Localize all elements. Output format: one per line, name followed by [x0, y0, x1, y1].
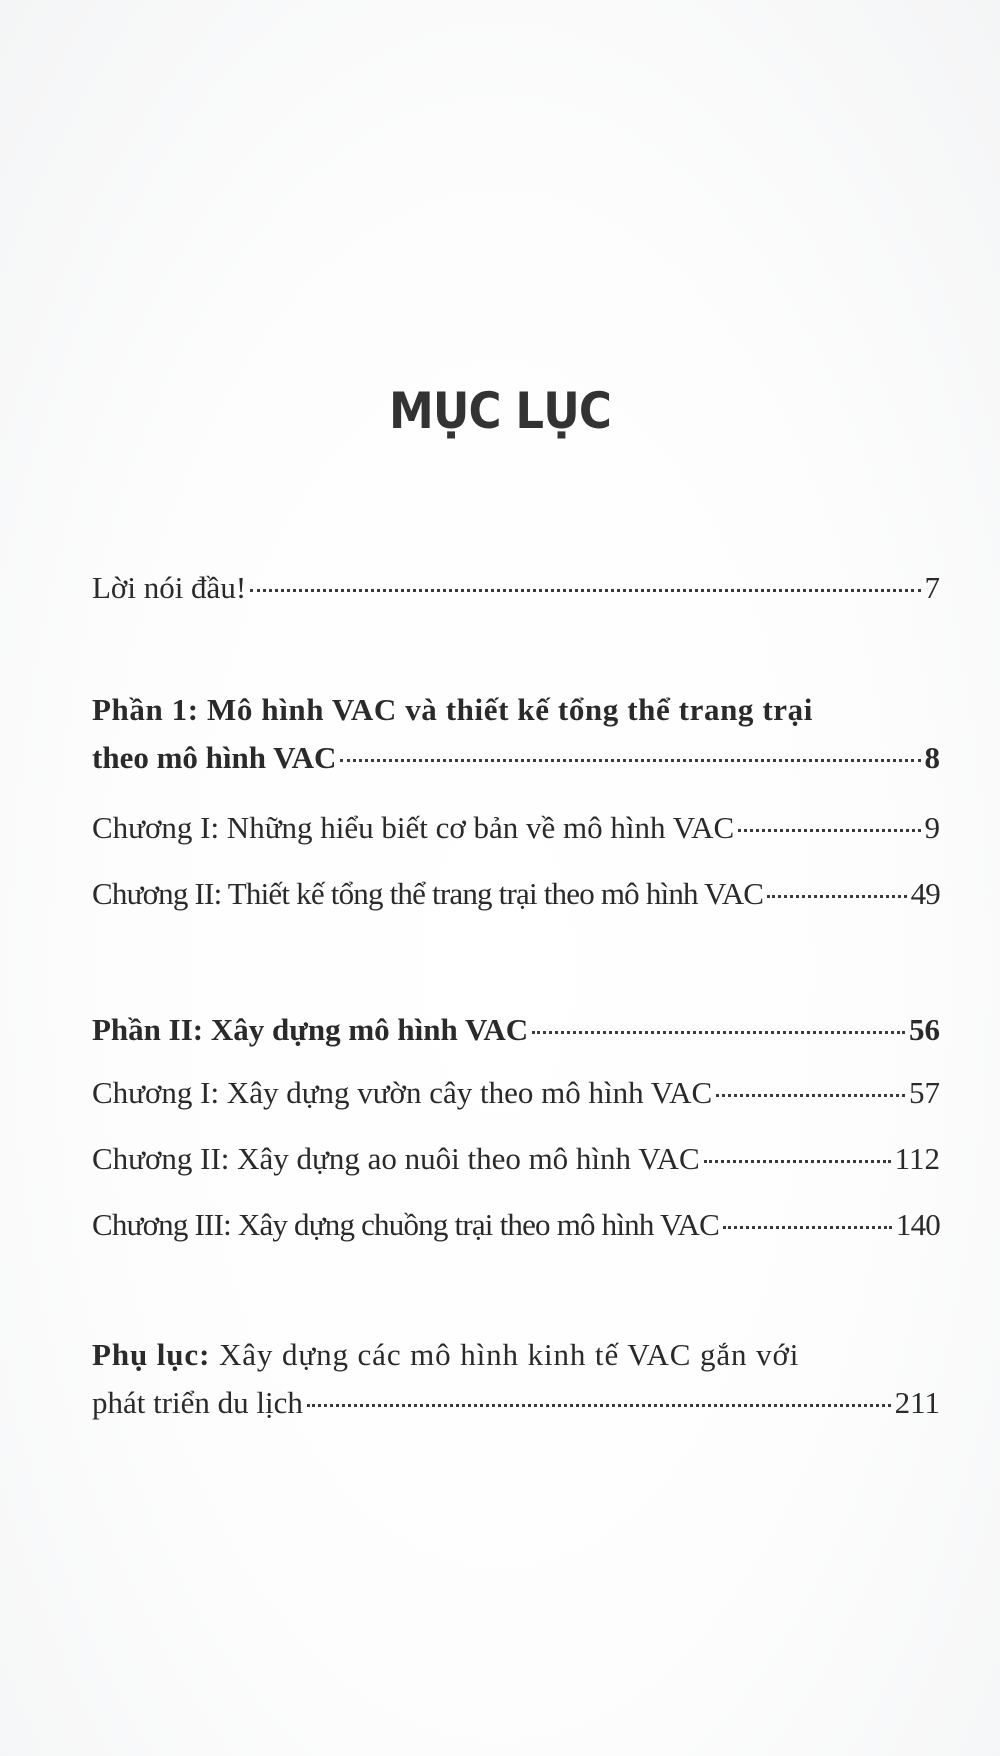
dot-leader — [250, 589, 920, 592]
dot-leader — [723, 1226, 892, 1229]
dot-leader — [307, 1404, 891, 1407]
toc-page-number: 140 — [895, 1207, 940, 1242]
toc-page-number: 49 — [910, 876, 940, 911]
toc-page-number: 8 — [924, 739, 940, 775]
dot-leader — [704, 1160, 891, 1163]
toc-entry-title: Chương I: Xây dựng vườn cây theo mô hình VAC — [92, 1075, 713, 1110]
dot-leader — [716, 1094, 905, 1097]
toc-entry-part1 — [92, 689, 940, 779]
toc-entry-part2-chapter1 — [92, 1072, 940, 1114]
toc-entry-title-line1: Xây dựng các mô hình kinh tế VAC gắn với — [218, 1337, 800, 1372]
toc-entry-title-line1: Phần 1: Mô hình VAC và thiết kế tổng thể trang trại — [92, 692, 813, 727]
appendix-label: Phụ lục: — [92, 1337, 211, 1372]
toc-entry-appendix — [92, 1334, 940, 1424]
toc-entry-title-line2: phát triển du lịch — [92, 1384, 303, 1420]
toc-page-number: 112 — [894, 1141, 940, 1176]
toc-entry-preface — [92, 567, 940, 609]
toc-entry-part2 — [92, 1009, 940, 1051]
dot-leader — [340, 759, 920, 762]
toc-entry-title: Chương II: Xây dựng ao nuôi theo mô hình VAC — [92, 1141, 700, 1176]
dot-leader — [767, 895, 906, 898]
toc-entry-title: Lời nói đầu! — [92, 570, 247, 605]
toc-entry-part1-chapter1 — [92, 807, 940, 849]
dot-leader — [738, 829, 920, 832]
toc-page-number: 9 — [924, 810, 940, 845]
page-title: MỤC LỤC — [389, 382, 611, 440]
toc-page-number: 56 — [909, 1012, 940, 1047]
toc-entry-part1-chapter2 — [92, 873, 940, 915]
toc-entry-part2-chapter2 — [92, 1138, 940, 1180]
toc-page-number: 211 — [894, 1384, 940, 1420]
toc-page-number: 7 — [924, 570, 940, 605]
toc-entry-title-line2: theo mô hình VAC — [92, 739, 337, 775]
toc-entry-title: Chương I: Những hiểu biết cơ bản về mô hình VAC — [92, 810, 735, 845]
toc-page-number: 57 — [909, 1075, 940, 1110]
toc-entry-part2-chapter3 — [92, 1204, 940, 1246]
dot-leader — [532, 1031, 905, 1034]
toc-entry-title: Chương III: Xây dựng chuồng trại theo mô hình VAC — [92, 1207, 720, 1242]
toc-entry-title: Phần II: Xây dựng mô hình VAC — [92, 1012, 529, 1047]
toc-entry-title: Chương II: Thiết kế tổng thể trang trại theo mô hình VAC — [92, 876, 764, 911]
